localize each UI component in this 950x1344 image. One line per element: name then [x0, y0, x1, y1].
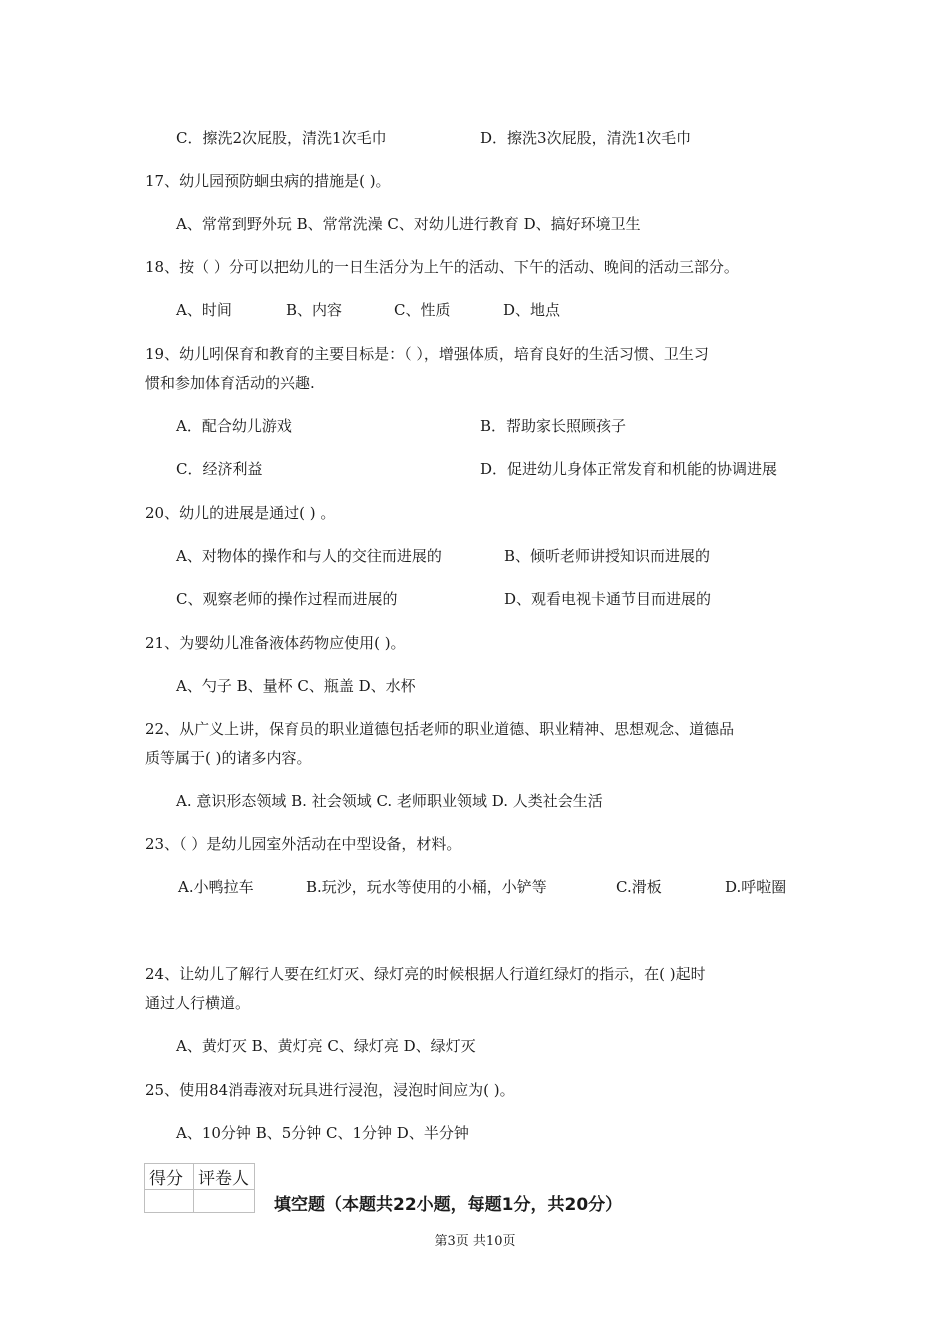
q17-stem: 17、幼儿园预防蛔虫病的措施是( )。 [145, 172, 391, 190]
q19-stem-line1: 19、幼儿吲保育和教育的主要目标是：（ ），增强体质，培育良好的生活习惯、卫生习 [145, 345, 709, 363]
q22-options: A. 意识形态领域 B. 社会领域 C. 老师职业领域 D. 人类社会生活 [176, 792, 603, 810]
q17-options: A、常常到野外玩 B、常常洗澡 C、对幼儿进行教育 D、搞好环境卫生 [176, 215, 641, 233]
q19-option-d: D．促进幼儿身体正常发育和机能的协调进展 [480, 460, 778, 478]
q20-option-d: D、观看电视卡通节目而进展的 [504, 590, 712, 608]
q18-option-c: C、性质 [394, 301, 451, 319]
q18-option-a: A、时间 [176, 301, 232, 319]
q24-stem-line2: 通过人行横道。 [145, 994, 251, 1012]
q19-option-c: C．经济利益 [176, 460, 263, 478]
q23-option-c: C.滑板 [616, 878, 662, 896]
q24-options: A、黄灯灭 B、黄灯亮 C、绿灯亮 D、绿灯灭 [176, 1037, 476, 1055]
section-title: 填空题（本题共22小题，每题1分，共20分） [274, 1195, 623, 1215]
grader-header: 评卷人 [194, 1164, 255, 1190]
q18-option-b: B、内容 [286, 301, 343, 319]
page-footer: 第3页 共10页 [434, 1234, 516, 1249]
q19-option-a: A．配合幼儿游戏 [176, 417, 292, 435]
q24-stem-line1: 24、让幼儿了解行人要在红灯灭、绿灯亮的时候根据人行道红绿灯的指示，在( )起时 [145, 965, 706, 983]
q25-options: A、10分钟 B、5分钟 C、1分钟 D、半分钟 [176, 1124, 469, 1142]
q22-stem-line1: 22、从广义上讲，保育员的职业道德包括老师的职业道德、职业精神、思想观念、道德品 [145, 720, 735, 738]
q23-option-d: D.呼啦圈 [725, 878, 787, 896]
q16-option-c: C．擦洗2次屁股，清洗1次毛巾 [176, 129, 387, 147]
q22-stem-line2: 质等属于( )的诸多内容。 [145, 749, 312, 767]
q23-stem: 23、（ ）是幼儿园室外活动在中型设备，材料。 [145, 835, 462, 853]
q16-option-d: D．擦洗3次屁股，清洗1次毛巾 [480, 129, 692, 147]
q20-option-b: B、倾听老师讲授知识而进展的 [504, 547, 711, 565]
q23-option-b: B.玩沙，玩水等使用的小桶，小铲等 [306, 878, 547, 896]
q19-option-b: B．帮助家长照顾孩子 [480, 417, 627, 435]
q21-stem: 21、为婴幼儿准备液体药物应使用( )。 [145, 634, 406, 652]
q19-stem-line2: 惯和参加体育活动的兴趣. [145, 374, 315, 392]
score-cell [145, 1190, 194, 1213]
q25-stem: 25、使用84消毒液对玩具进行浸泡，浸泡时间应为( )。 [145, 1081, 515, 1099]
q20-option-c: C、观察老师的操作过程而进展的 [176, 590, 398, 608]
q20-stem: 20、幼儿的进展是通过( ) 。 [145, 504, 336, 522]
score-header: 得分 [145, 1164, 194, 1190]
q23-option-a: A.小鸭拉车 [178, 878, 254, 896]
q18-stem: 18、按（ ）分可以把幼儿的一日生活分为上午的活动、下午的活动、晚间的活动三部分。 [145, 258, 739, 276]
q20-option-a: A、对物体的操作和与人的交往而进展的 [176, 547, 442, 565]
q18-option-d: D、地点 [503, 301, 561, 319]
grader-cell [194, 1190, 255, 1213]
q21-options: A、勺子 B、量杯 C、瓶盖 D、水杯 [176, 677, 416, 695]
score-box [144, 1163, 255, 1213]
